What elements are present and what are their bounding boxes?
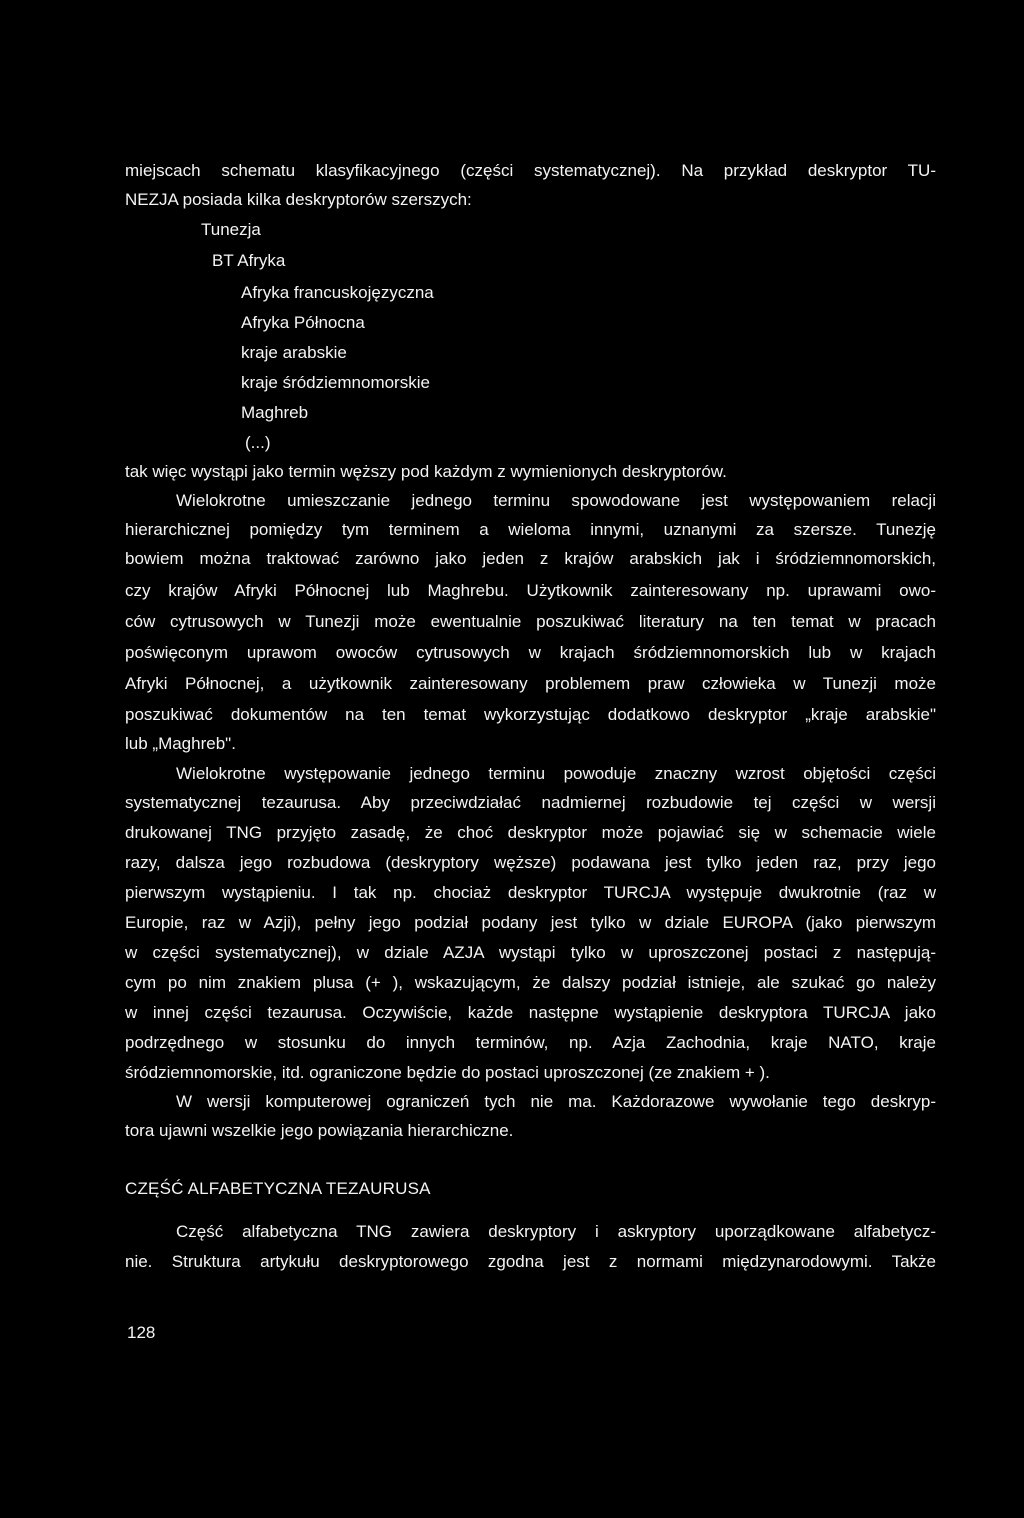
text-line: bowiem można traktować zarówno jako jeden z krajów arabskich jak i śródziemnomorskich, (125, 549, 936, 568)
text-line: razy, dalsza jego rozbudowa (deskryptory węższe) podawana jest tylko jeden raz, przy jego (125, 853, 936, 872)
hierarchy-broader-item: Afryka francuskojęzyczna (241, 283, 434, 302)
text-line: poszukiwać dokumentów na ten temat wykorzystując dodatkowo deskryptor „kraje arabskie" (125, 705, 936, 724)
text-line: nie. Struktura artykułu deskryptorowego zgodna jest z normami międzynarodowymi. Także (125, 1252, 936, 1271)
text-line: drukowanej TNG przyjęto zasadę, że choć deskryptor może pojawiać się w schemacie wiele (125, 823, 936, 842)
page-number: 128 (127, 1323, 156, 1342)
hierarchy-term: Tunezja (201, 220, 261, 239)
hierarchy-ellipsis: (...) (245, 433, 271, 452)
text-line: tak więc wystąpi jako termin węższy pod każdym z wymienionych deskryptorów. (125, 462, 727, 481)
text-line: systematycznej tezaurusa. Aby przeciwdziałać nadmiernej rozbudowie tej części w wersji (125, 793, 936, 812)
hierarchy-broader-item: kraje śródziemnomorskie (241, 373, 430, 392)
text-line: lub „Maghreb". (125, 734, 236, 753)
text-line: Europie, raz w Azji), pełny jego podział podany jest tylko w dziale EUROPA (jako pierwszym (125, 913, 936, 932)
hierarchy-broader-item: Afryka Północna (241, 313, 365, 332)
text-line: w części systematycznej), w dziale AZJA wystąpi tylko w uproszczonej postaci z następują- (125, 943, 936, 962)
hierarchy-broader-item: kraje arabskie (241, 343, 347, 362)
text-line: Wielokrotne występowanie jednego terminu powoduje znaczny wzrost objętości części (176, 764, 936, 783)
text-line: poświęconym uprawom owoców cytrusowych w krajach śródziemnomorskich lub w krajach (125, 643, 936, 662)
hierarchy-bt-line: BT Afryka (212, 251, 286, 270)
text-line: Wielokrotne umieszczanie jednego terminu spowodowane jest występowaniem relacji (176, 491, 936, 510)
hierarchy-broader-item: Maghreb (241, 403, 309, 422)
text-line: Afryki Północnej, a użytkownik zainteresowany problemem praw człowieka w Tunezji może (125, 674, 936, 693)
text-line: W wersji komputerowej ograniczeń tych nie ma. Każdorazowe wywołanie tego deskryp- (176, 1092, 936, 1111)
text-line: NEZJA posiada kilka deskryptorów szerszych: (125, 190, 472, 209)
section-heading: CZĘŚĆ ALFABETYCZNA TEZAURUSA (125, 1179, 431, 1198)
text-line: podrzędnego w stosunku do innych terminów, np. Azja Zachodnia, kraje NATO, kraje (125, 1033, 936, 1052)
text-line: Część alfabetyczna TNG zawiera deskryptory i askryptory uporządkowane alfabetycz- (176, 1222, 936, 1241)
text-line: śródziemnomorskie, itd. ograniczone będzie do postaci uproszczonej (ze znakiem + ). (125, 1063, 770, 1082)
text-line: miejscach schematu klasyfikacyjnego (części systematycznej). Na przykład deskryptor TU- (125, 161, 936, 180)
text-line: tora ujawni wszelkie jego powiązania hierarchiczne. (125, 1121, 514, 1140)
text-line: hierarchicznej pomiędzy tym terminem a wieloma innymi, uznanymi za szersze. Tunezję (125, 520, 936, 539)
text-line: pierwszym wystąpieniu. I tak np. chociaż deskryptor TURCJA występuje dwukrotnie (raz w (125, 883, 936, 902)
text-line: ców cytrusowych w Tunezji może ewentualnie poszukiwać literatury na ten temat w pracach (125, 612, 936, 631)
text-line: w innej części tezaurusa. Oczywiście, każde następne wystąpienie deskryptora TURCJA jako (125, 1003, 936, 1022)
text-line: cym po nim znakiem plusa (+ ), wskazującym, że dalszy podział istnieje, ale szukać go należy (125, 973, 936, 992)
text-line: czy krajów Afryki Północnej lub Maghrebu. Użytkownik zainteresowany np. uprawami owo- (125, 581, 936, 600)
